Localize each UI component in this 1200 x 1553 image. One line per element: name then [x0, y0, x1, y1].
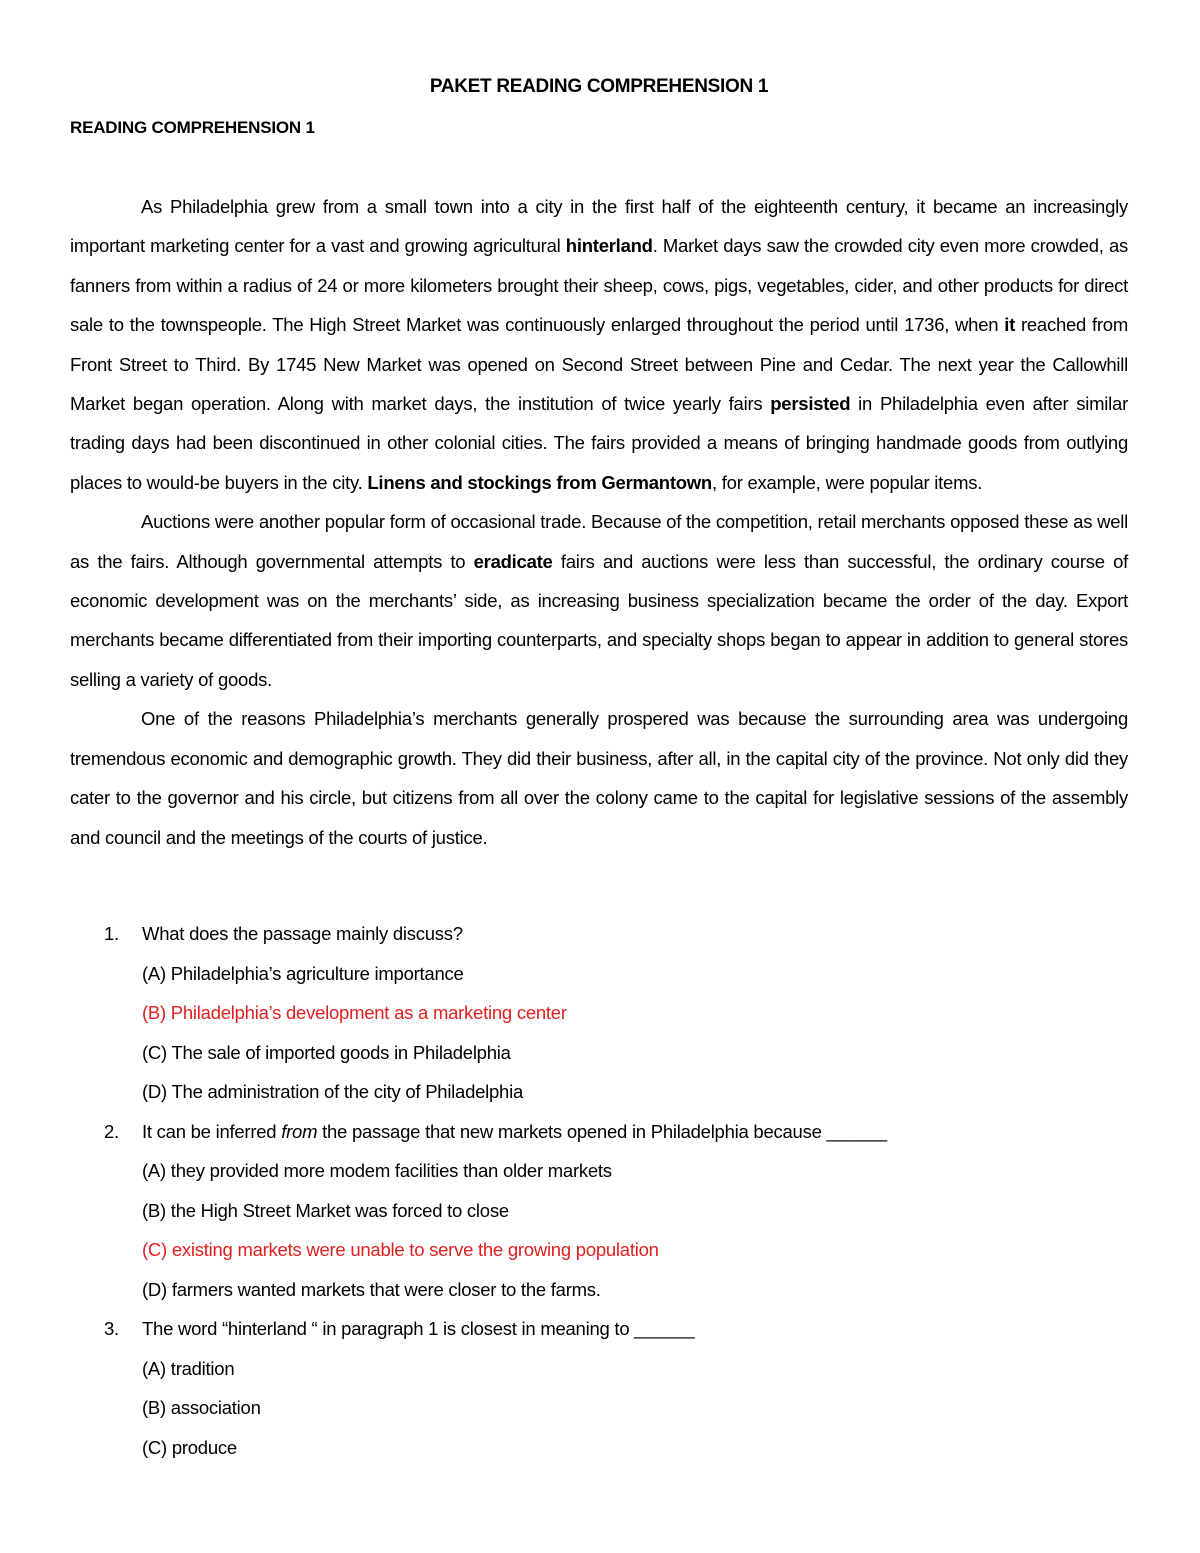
question-3	[70, 1309, 1128, 1349]
question-number: 2.	[104, 1120, 119, 1142]
keyword-hinterland: hinterland	[565, 235, 653, 257]
question-text: It can be inferred from the passage that new markets opened in Philadelphia because ______	[142, 1120, 887, 1142]
question-number: 3.	[104, 1318, 119, 1339]
document-title: PAKET READING COMPREHENSION 1	[429, 76, 769, 97]
option-2c-answer: (C) existing markets were unable to serve the growing population	[142, 1239, 659, 1260]
paragraph-1: As Philadelphia grew from a small town into a city in the first half of the eighteenth century, it became an increasingly important marketing center for a vast and growing agricultural hinterland. Market days saw the crowded city even more crowded, as fanners from within a radius of 24 or more kilometers brought their sheep, cows, pigs, vegetables, cider, and other products for direct sale to the townspeople. The High Street Market was continuously enlarged throughout the period until 1736, when it reached from Front Street to Third. By 1745 New Market was opened on Second Street between Pine and Cedar. The next year the Callowhill Market began operation. Along with market days, the institution of twice yearly fairs persisted in Philadelphia even after similar trading days had been discontinued in other colonial cities. The fairs provided a means of bringing handmade goods from outlying places to would-be buyers in the city. Linens and stockings from Germantown, for example, were popular items.	[70, 196, 1129, 493]
paragraph-2: Auctions were another popular form of occasional trade. Because of the competition, retail merchants opposed these as well as the fairs. Although governmental attempts to eradicate fairs and auctions were less than successful, the ordinary course of economic development was on the merchants’ side, as increasing business specialization became the order of the day. Export merchants became differentiated from their importing counterparts, and specialty shops began to appear in addition to general stores selling a variety of goods.	[70, 511, 1128, 690]
question-text: The word “hinterland “ in paragraph 1 is closest in meaning to ______	[142, 1318, 695, 1339]
option-3c: (C) produce	[142, 1436, 237, 1458]
option-1d: (D) The administration of the city of Philadelphia	[142, 1081, 523, 1102]
option-1b-answer: (B) Philadelphia’s development as a marketing center	[142, 1002, 567, 1023]
option-3b: (B) association	[142, 1397, 261, 1418]
question-1	[70, 914, 1128, 954]
section-heading: READING COMPREHENSION 1	[70, 118, 315, 137]
option-2b: (B) the High Street Market was forced to close	[142, 1199, 509, 1221]
paragraph-3: One of the reasons Philadelphia’s merchants generally prospered was because the surrounding area was undergoing tremendous economic and demographic growth. They did their business, after all, in the capital city of the province. Not only did they cater to the governor and his circle, but citizens from all over the colony came to the capital for legislative sessions of the assembly and council and the meetings of the courts of justice.	[70, 708, 1128, 848]
option-1c: (C) The sale of imported goods in Philadelphia	[142, 1041, 511, 1063]
question-number: 1.	[104, 923, 119, 944]
question-list	[70, 914, 1128, 1467]
keyword-it: it	[1004, 314, 1016, 336]
option-2d: (D) farmers wanted markets that were closer to the farms.	[142, 1278, 601, 1300]
reading-passage	[70, 187, 1128, 857]
option-1a: (A) Philadelphia’s agriculture importance	[142, 962, 464, 984]
option-2a: (A) they provided more modem facilities than older markets	[142, 1160, 612, 1181]
question-2	[70, 1112, 1128, 1152]
keyword-linens: Linens and stockings from Germantown	[367, 471, 712, 493]
option-3a: (A) tradition	[142, 1357, 235, 1379]
keyword-persisted: persisted	[770, 393, 851, 415]
question-text: What does the passage mainly discuss?	[142, 923, 463, 944]
keyword-eradicate: eradicate	[473, 550, 553, 572]
